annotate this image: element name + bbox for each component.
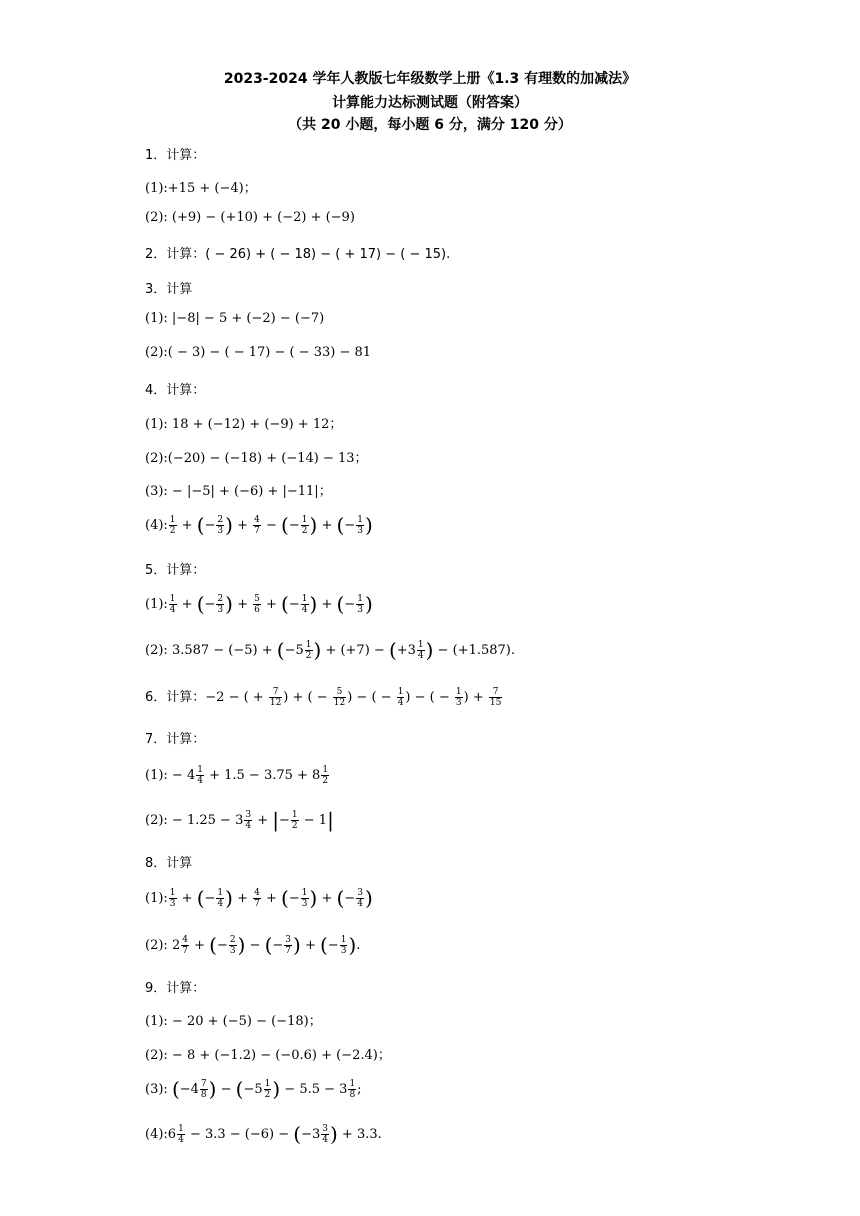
question-9-part-4: (4):6 $\frac{1}{4}$ − 3.3 − (−6) − (−3 $\frac{3}{4}$ ) + 3.3. [145, 1122, 382, 1146]
question-4-part-4: (4): $\frac{1}{2}$ + (− $\frac{2}{3}$ ) + $\frac{4}{7}$ − (− $\frac{1}{2}$ ) + (− $\frac{1}{3}$ ) [145, 513, 373, 537]
question-3-part-2: (2):( − 3) − ( − 17) − ( − 33) − 81 [145, 345, 372, 360]
question-7-head: 7．计算： [145, 732, 206, 747]
question-4-part-3: (3): − |−5| + (−6) + |−11|； [145, 484, 332, 499]
doc-title-line-3: （共 20 小题，每小题 6 分，满分 120 分） [288, 117, 572, 133]
question-1-part-2: (2): (+9) − (+10) + (−2) + (−9) [145, 210, 355, 225]
doc-title-line-2: 计算能力达标测试题（附答案） [332, 95, 528, 111]
question-3-head: 3．计算 [145, 282, 193, 297]
question-3-part-1: (1): |−8| − 5 + (−2) − (−7) [145, 311, 325, 326]
question-6: 6．计算：−2 − ( + $\frac{7}{12}$ ) + ( − $\frac{5}{12}$ ) − ( − $\frac{1}{4}$ ) − ( − $\frac{1}{3}$ ) + $\frac{7}{15}$ [145, 687, 502, 708]
question-8-part-1: (1): $\frac{1}{3}$ + (− $\frac{1}{4}$ ) + $\frac{4}{7}$ + (− $\frac{1}{3}$ ) + (− $\frac{3}{4}$ ) [145, 886, 373, 910]
fraction: $\frac{1}{3}$ [357, 515, 363, 536]
question-9-part-3: (3): (−4 $\frac{7}{8}$ ) − (−5 $\frac{1}{2}$ ) − 5.5 − 3 $\frac{1}{8}$ ; [145, 1077, 362, 1101]
question-2: 2．计算：( − 26) + ( − 18) − ( + 17) − ( − 15). [145, 247, 451, 262]
fraction: $\frac{4}{7}$ [254, 515, 260, 536]
question-8-head: 8．计算 [145, 856, 193, 871]
part-label: (4): [145, 518, 168, 533]
question-7-part-1: (1): − 4 $\frac{1}{4}$ + 1.5 − 3.75 + 8 $\frac{1}{2}$ [145, 765, 329, 786]
question-4-head: 4．计算： [145, 383, 206, 398]
question-7-part-2: (2): − 1.25 − 3 $\frac{3}{4}$ + |− $\frac{1}{2}$ − 1| [145, 808, 334, 832]
question-4-part-2: (2):(−20) − (−18) + (−14) − 13； [145, 451, 368, 466]
question-8-part-2: (2): 2 $\frac{4}{7}$ + (− $\frac{2}{3}$ ) − (− $\frac{3}{7}$ ) + (− $\frac{1}{3}$ ). [145, 933, 361, 957]
doc-title-line-1: 2023-2024 学年人教版七年级数学上册《1.3 有理数的加减法》 [223, 71, 637, 87]
fraction: $\frac{1}{2}$ [301, 515, 308, 536]
question-5-head: 5．计算： [145, 563, 206, 578]
question-5-part-2: (2): 3.587 − (−5) + (−5 $\frac{1}{2}$ ) + (+7) − (+3 $\frac{1}{4}$ ) − (+1.587). [145, 638, 516, 662]
question-1-head: 1．计算： [145, 148, 206, 163]
question-4-part-1: (1): 18 + (−12) + (−9) + 12； [145, 417, 343, 432]
fraction: $\frac{2}{3}$ [217, 515, 224, 536]
question-5-part-1: (1): $\frac{1}{4}$ + (− $\frac{2}{3}$ ) + $\frac{5}{6}$ + (− $\frac{1}{4}$ ) + (− $\frac{1}{3}$ ) [145, 592, 373, 616]
question-9-head: 9．计算： [145, 981, 206, 996]
question-1-part-1: (1):+15 + (−4)； [145, 181, 257, 196]
question-9-part-1: (1): − 20 + (−5) − (−18)； [145, 1014, 322, 1029]
question-9-part-2: (2): − 8 + (−1.2) − (−0.6) + (−2.4)； [145, 1048, 391, 1063]
fraction: $\frac{1}{2}$ [169, 515, 176, 536]
